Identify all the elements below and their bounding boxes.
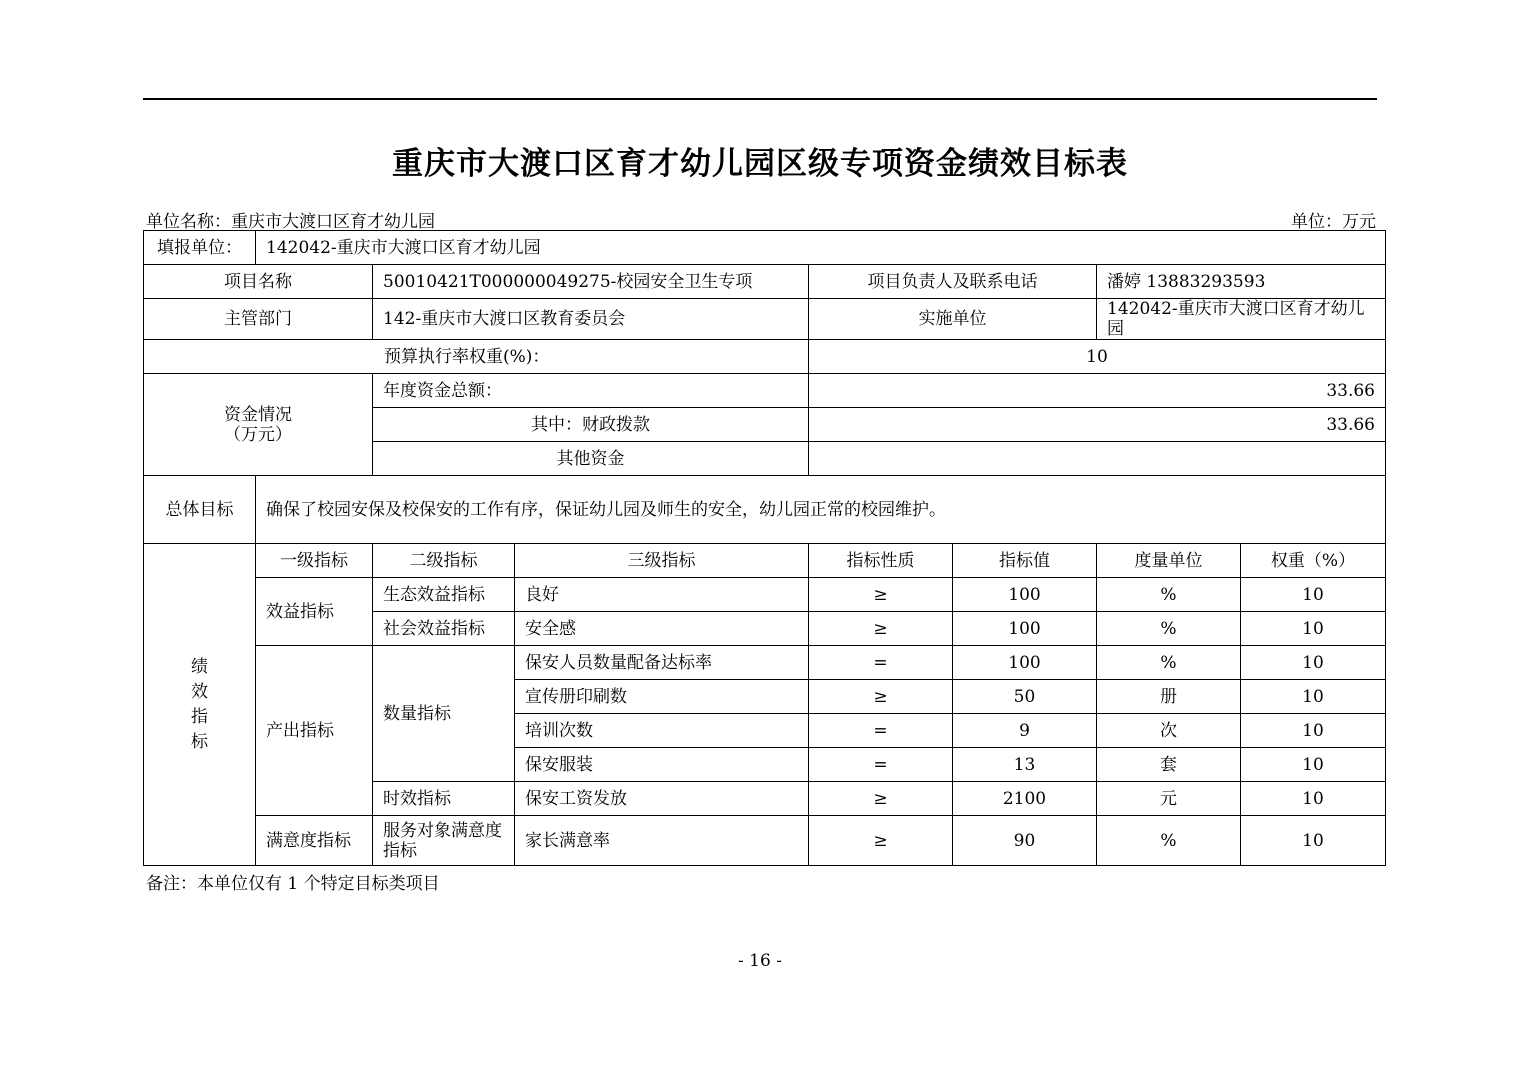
nature-cell: ≥ bbox=[809, 612, 953, 646]
header-unit: 度量单位 bbox=[1097, 544, 1241, 578]
value-cell: 90 bbox=[953, 816, 1097, 866]
impl-unit-value: 142042-重庆市大渡口区育才幼儿园 bbox=[1097, 299, 1386, 340]
section-char: 效 bbox=[191, 681, 208, 702]
funds-total-label: 年度资金总额： bbox=[373, 374, 809, 408]
level3-cell: 宣传册印刷数 bbox=[515, 680, 809, 714]
table-row bbox=[144, 578, 1386, 612]
budget-weight-label: 预算执行率权重(%)： bbox=[144, 340, 809, 374]
value-cell: 9 bbox=[953, 714, 1097, 748]
header-value: 指标值 bbox=[953, 544, 1097, 578]
unit-name: 单位名称：重庆市大渡口区育才幼儿园 bbox=[146, 212, 435, 232]
header-level1: 一级指标 bbox=[256, 544, 373, 578]
project-name-value: 50010421T000000049275-校园安全卫生专项 bbox=[373, 265, 809, 299]
table-row bbox=[144, 646, 1386, 680]
unit-cell: % bbox=[1097, 816, 1241, 866]
nature-cell: ≥ bbox=[809, 680, 953, 714]
level3-cell: 保安人员数量配备达标率 bbox=[515, 646, 809, 680]
level1-cell: 效益指标 bbox=[256, 578, 373, 646]
overall-goal-text: 确保了校园安保及校保安的工作有序，保证幼儿园及师生的安全，幼儿园正常的校园维护。 bbox=[256, 476, 1386, 544]
value-cell: 50 bbox=[953, 680, 1097, 714]
funds-label-line2: （万元） bbox=[224, 424, 292, 445]
level2-cell: 时效指标 bbox=[373, 782, 515, 816]
level3-cell: 家长满意率 bbox=[515, 816, 809, 866]
header-nature: 指标性质 bbox=[809, 544, 953, 578]
indicators-section-label bbox=[144, 544, 256, 866]
level3-cell: 保安工资发放 bbox=[515, 782, 809, 816]
level2-cell: 数量指标 bbox=[373, 646, 515, 782]
nature-cell: ≥ bbox=[809, 578, 953, 612]
funds-fiscal-value: 33.66 bbox=[809, 408, 1386, 442]
header-level3: 三级指标 bbox=[515, 544, 809, 578]
weight-cell: 10 bbox=[1241, 714, 1386, 748]
project-leader-value: 潘婷 13883293593 bbox=[1097, 265, 1386, 299]
overall-goal-label: 总体目标 bbox=[144, 476, 256, 544]
funds-fiscal-label: 其中：财政拨款 bbox=[373, 408, 809, 442]
header-rule bbox=[143, 98, 1377, 100]
weight-cell: 10 bbox=[1241, 646, 1386, 680]
page-title: 重庆市大渡口区育才幼儿园区级专项资金绩效目标表 bbox=[392, 146, 1128, 182]
weight-cell: 10 bbox=[1241, 578, 1386, 612]
value-cell: 100 bbox=[953, 646, 1097, 680]
unit-cell: 套 bbox=[1097, 748, 1241, 782]
funds-label bbox=[144, 374, 373, 476]
section-char: 标 bbox=[191, 731, 208, 752]
table-row bbox=[144, 816, 1386, 866]
weight-cell: 10 bbox=[1241, 612, 1386, 646]
level3-cell: 良好 bbox=[515, 578, 809, 612]
level3-cell: 培训次数 bbox=[515, 714, 809, 748]
unit-cell: % bbox=[1097, 578, 1241, 612]
unit-cell: 册 bbox=[1097, 680, 1241, 714]
unit-cell: % bbox=[1097, 612, 1241, 646]
funds-label-line1: 资金情况 bbox=[224, 404, 292, 425]
level1-cell: 产出指标 bbox=[256, 646, 373, 816]
level2-cell: 服务对象满意度指标 bbox=[373, 816, 515, 866]
unit-cell: 次 bbox=[1097, 714, 1241, 748]
weight-cell: 10 bbox=[1241, 816, 1386, 866]
level1-cell: 满意度指标 bbox=[256, 816, 373, 866]
nature-cell: = bbox=[809, 748, 953, 782]
unit-cell: % bbox=[1097, 646, 1241, 680]
reporting-unit-value: 142042-重庆市大渡口区育才幼儿园 bbox=[256, 231, 1386, 265]
header-level2: 二级指标 bbox=[373, 544, 515, 578]
dept-value: 142-重庆市大渡口区教育委员会 bbox=[373, 299, 809, 340]
funds-other-label: 其他资金 bbox=[373, 442, 809, 476]
project-name-label: 项目名称 bbox=[144, 265, 373, 299]
level2-cell: 社会效益指标 bbox=[373, 612, 515, 646]
nature-cell: ≥ bbox=[809, 816, 953, 866]
funds-total-value: 33.66 bbox=[809, 374, 1386, 408]
section-char: 绩 bbox=[191, 656, 208, 677]
dept-label: 主管部门 bbox=[144, 299, 373, 340]
reporting-unit-label: 填报单位： bbox=[144, 231, 256, 265]
nature-cell: = bbox=[809, 714, 953, 748]
level3-cell: 安全感 bbox=[515, 612, 809, 646]
funds-other-value bbox=[809, 442, 1386, 476]
unit-cell: 元 bbox=[1097, 782, 1241, 816]
nature-cell: ≥ bbox=[809, 782, 953, 816]
page-number: - 16 - bbox=[738, 951, 782, 971]
performance-table bbox=[143, 230, 1386, 866]
weight-cell: 10 bbox=[1241, 748, 1386, 782]
section-char: 指 bbox=[191, 706, 208, 727]
value-cell: 2100 bbox=[953, 782, 1097, 816]
currency-unit: 单位：万元 bbox=[1291, 212, 1376, 232]
value-cell: 100 bbox=[953, 578, 1097, 612]
level3-cell: 保安服装 bbox=[515, 748, 809, 782]
value-cell: 13 bbox=[953, 748, 1097, 782]
budget-weight-value: 10 bbox=[809, 340, 1386, 374]
project-leader-label: 项目负责人及联系电话 bbox=[809, 265, 1097, 299]
impl-unit-label: 实施单位 bbox=[809, 299, 1097, 340]
footnote: 备注：本单位仅有 1 个特定目标类项目 bbox=[146, 874, 440, 894]
weight-cell: 10 bbox=[1241, 782, 1386, 816]
weight-cell: 10 bbox=[1241, 680, 1386, 714]
nature-cell: = bbox=[809, 646, 953, 680]
header-weight: 权重（%） bbox=[1241, 544, 1386, 578]
level2-cell: 生态效益指标 bbox=[373, 578, 515, 612]
value-cell: 100 bbox=[953, 612, 1097, 646]
